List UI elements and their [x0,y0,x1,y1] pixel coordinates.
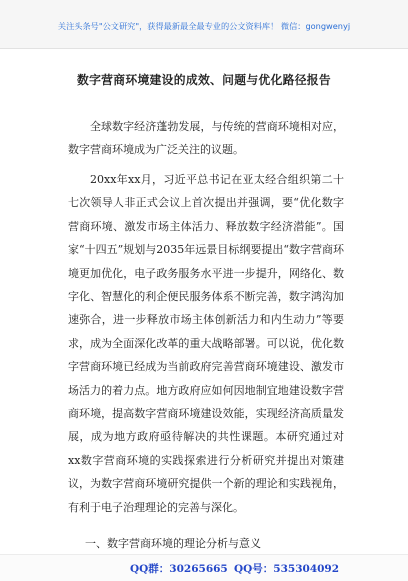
footer-contact-bar [0,554,408,581]
section-heading: 一、数字营商环境的理论分析与意义 [85,537,261,550]
document-title: 数字营商环境建设的成效、问题与优化路径报告 [76,73,332,87]
footer-qq-number[interactable]: QQ号：535304092 [234,563,340,575]
paragraph-body: 20xx年xx月，习近平总书记在亚太经合组织第二十七次领导人非正式会议上首次提出并强调，要“优化数字营商环境、激发市场主体活力、释放数字经济潜能”。国家“十四五”规划与2035年远景目标纲要提出“数字营商环境更加优化，电子政务服务水平进一步提升，网络化、数字化、智慧化的利企便民服务体系不断完善，数字鸿沟加速弥合，进一步释放市场主体创新活力和内生动力”等要求，成为全面深化改革的重大战略部署。可以说，优化数字营商环境已经成为当前政府完善营商环境建设、激发市场活力的着力点。地方政府应如何因地制宜地建设数字营商环境，提高数字营商环境建设效能，实现经济高质量发展，成为地方政府亟待解决的共性课题。本研究通过对xx数字营商环境的实践探索进行分析研究并提出对策建议，为数字营商环境研究提供一个新的理论和实践视角，有利于电子治理理论的完善与深化。 [68,173,344,514]
paragraph-intro: 全球数字经济蓬勃发展，与传统的营商环境相对应，数字营商环境成为广泛关注的议题。 [68,120,344,157]
top-banner [0,0,408,49]
banner-promo-text[interactable]: 关注头条号"公文研究"，获得最新最全最专业的公文资料库！ 微信：gongwenyj [57,21,351,31]
footer-qq-group[interactable]: QQ群：30265665 [130,563,228,575]
